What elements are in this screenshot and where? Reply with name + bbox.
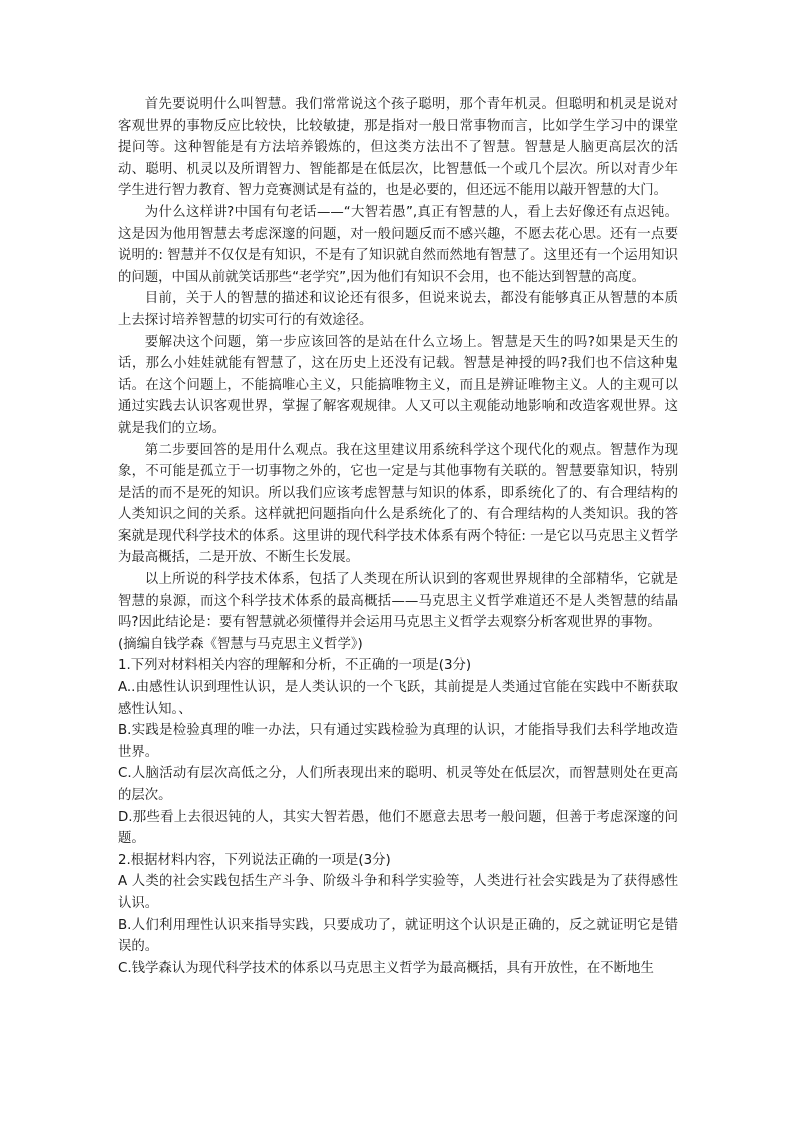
question-1-stem: 1.下列对材料相关内容的理解和分析，不正确的一项是(3分) xyxy=(118,658,472,674)
source-citation: (摘编自钱学森《智慧与马克思主义哲学》) xyxy=(118,636,363,652)
passage-paragraph-4: 要解决这个问题，第一步应该回答的是站在什么立场上。智慧是天生的吗?如果是天生的话，那么小娃娃就能有智慧了，这在历史上还没有记载。智慧是神授的吗?我们也不信这种鬼话。在这个问题上，不能搞唯心主义，只能搞唯物主义，而且是辨证唯物主义。人的主观可以通过实践去认识客观世界，掌握了解客观规律。人又可以主观能动地影响和改造客观世界。这就是我们的立场。 xyxy=(118,334,678,436)
passage-paragraph-1: 首先要说明什么叫智慧。我们常常说这个孩子聪明，那个青年机灵。但聪明和机灵是说对客观世界的事物反应比较快，比较敏捷，那是指对一般日常事物而言，比如学生学习中的课堂提问等。这种智能是有方法培养锻炼的，但这类方法出不了智慧。智慧是人脑更高层次的活动、聪明、机灵以及所谓智力、智能都是在低层次，比智慧低一个或几个层次。所以对青少年学生进行智力教育、智力竞赛测试是有益的，也是必要的，但还远不能用以敲开智慧的大门。 xyxy=(118,97,678,199)
question-2-option-b: B.人们利用理性认识来指导实践，只要成功了，就证明这个认识是正确的，反之就证明它是错误的。 xyxy=(118,917,678,955)
question-2-stem: 2.根据材料内容，下列说法正确的一项是(3分) xyxy=(118,852,391,868)
passage-paragraph-5: 第二步要回答的是用什么观点。我在这里建议用系统科学这个现代化的观点。智慧作为现象，不可能是孤立于一切事物之外的，它也一定是与其他事物有关联的。智慧要靠知识，特别是活的而不是死的知识。所以我们应该考虑智慧与知识的体系，即系统化了的、有合理结构的人类知识之间的关系。这样就把问题指向什么是系统化了的、有合理结构的人类知识。我的答案就是现代科学技术的体系。这里讲的现代科学技术体系有两个特征: 一是它以马克思主义哲学为最高概括，二是开放、不断生长发展。 xyxy=(118,442,678,566)
question-2-option-c: C.钱学森认为现代科学技术的体系以马克思主义哲学为最高概括，具有开放性，在不断地生 xyxy=(118,960,654,976)
passage-paragraph-2: 为什么这样讲?中国有句老话——“大智若愚”,真正有智慧的人，看上去好像还有点迟钝。这是因为他用智慧去考虑深邃的问题，对一般问题反而不感兴趣，不愿去花心思。还有一点要说明的: 智慧并不仅仅是有知识，不是有了知识就自然而然地有智慧了。这里还有一个运用知识的问题，中国从前就笑话那些“老学究”,因为他们有知识不会用，也不能达到智慧的高度。 xyxy=(118,204,678,285)
passage-paragraph-6: 以上所说的科学技术体系，包括了人类现在所认识到的客观世界规律的全部精华，它就是智慧的泉源，而这个科学技术体系的最高概括——马克思主义哲学难道还不是人类智慧的结晶吗?因此结论是：要有智慧就必须懂得并会运用马克思主义哲学去观察分析客观世界的事物。 xyxy=(118,572,678,631)
question-1-option-b: B.实践是检验真理的唯一办法，只有通过实践检验为真理的认识，才能指导我们去科学地改造世界。 xyxy=(118,723,678,760)
question-1-option-d: D.那些看上去很迟钝的人，其实大智若愚，他们不愿意去思考一般问题，但善于考虑深邃的问题。 xyxy=(118,809,678,847)
question-1-option-a: A..由感性认识到理性认识，是人类认识的一个飞跃，其前提是人类通过官能在实践中不断获取感性认知。、 xyxy=(118,680,678,717)
question-1-option-c: C.人脑活动有层次高低之分，人们所表现出来的聪明、机灵等处在低层次，而智慧则处在更高的层次。 xyxy=(118,766,678,803)
document-page xyxy=(118,94,678,979)
question-2-option-a: A 人类的社会实践包括生产斗争、阶级斗争和科学实验等，人类进行社会实践是为了获得感性认识。 xyxy=(118,874,678,911)
passage-paragraph-3: 目前，关于人的智慧的描述和议论还有很多，但说来说去，都没有能够真正从智慧的本质上去探讨培养智慧的切实可行的有效途径。 xyxy=(118,291,678,328)
